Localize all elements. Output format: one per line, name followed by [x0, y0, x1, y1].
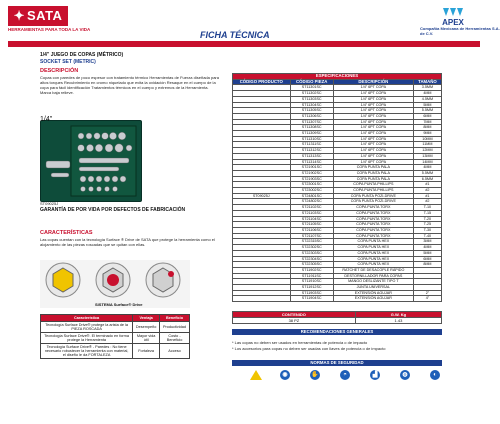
piece-code-cell: ST11302SC [290, 91, 333, 97]
piece-code-cell: ST11301SC [290, 85, 333, 91]
piece-code-cell: ST21901SC [290, 165, 333, 171]
size-cell: #1 [413, 182, 441, 188]
description-cell: COPA PUNTA HEX [333, 262, 413, 268]
mask-icon: ◍ [400, 370, 410, 380]
description-cell: 1/4" 6PT COPA [333, 96, 413, 102]
description-cell: COPA PUNTA POZI-DRIVE [333, 199, 413, 205]
size-cell: 5.5MM [413, 108, 441, 114]
brand-name: SATA [26, 8, 63, 23]
piece-code-cell: ST21102SC [290, 205, 333, 211]
size-cell: #2 [413, 199, 441, 205]
piece-code-cell: ST11311SC [290, 142, 333, 148]
size-cell: 14MM [413, 159, 441, 165]
header-divider [8, 41, 480, 47]
specifications-table [232, 73, 442, 302]
table-row [41, 322, 190, 333]
size-cell: 13MM [413, 153, 441, 159]
table-row [41, 333, 190, 344]
benefit-col-header: Beneficio [160, 315, 190, 322]
size-cell: 4MM [413, 245, 441, 251]
description-cell: COPA PUNTA POZI-DRIVE [333, 193, 413, 199]
description-cell: JUNTA UNIVERSAL [333, 285, 413, 291]
description-cell: COPA PUNTA TORX [333, 216, 413, 222]
contents-value: 38 PZ [233, 318, 356, 324]
star-icon: ✦ [13, 8, 25, 23]
spec-row [233, 296, 442, 302]
piece-code-cell: ST22315SC [290, 239, 333, 245]
size-cell: 8MM [413, 262, 441, 268]
feature-cell: Tecnología Surface Drive® - Paredes : No tiene necesario robustecer la herramienta con material, el diseño le da FORTALEZA [41, 344, 133, 359]
size-cell: #2 [413, 188, 441, 194]
size-cell: 4.5MM [413, 96, 441, 102]
contents-table [232, 311, 442, 324]
product-code-cell [233, 296, 291, 302]
description-cell: 1/4" 6PT COPA [333, 148, 413, 154]
size-cell: 4" [413, 296, 441, 302]
specs-heading: ESPECIFICACIONES [233, 74, 442, 80]
size-label: 1/4" [40, 116, 53, 123]
size-cell: 10MM [413, 136, 441, 142]
size-cell: T-15 [413, 210, 441, 216]
size-cell: T-10 [413, 205, 441, 211]
piece-code-cell: ST11303SC [290, 96, 333, 102]
description-cell: RATCHET DE DESACOPLE RÁPIDO [333, 267, 413, 273]
description-cell: COPA PUNTA HEX [333, 245, 413, 251]
piece-code-cell: ST11307SC [290, 119, 333, 125]
piece-code-cell: ST22304SC [290, 256, 333, 262]
description-cell: COPA PUNTA PALA [333, 165, 413, 171]
guarantee-text: GARANTÍA DE POR VIDA POR DEFECTOS DE FABRICACIÓN [40, 207, 186, 213]
boots-icon: ▟ [370, 370, 380, 380]
description-cell: COPA PUNTA TORX [333, 233, 413, 239]
description-cell: 1/4" 6PT COPA [333, 153, 413, 159]
piece-code-cell: ST11910SC [290, 279, 333, 285]
size-cell: 6MM [413, 113, 441, 119]
apex-brand: APEX [442, 18, 464, 27]
apex-subtitle: Compañía Mexicana de Herramientas S.A. de C.V. [420, 26, 500, 36]
apex-logo [433, 6, 473, 28]
size-cell: T-25 [413, 222, 441, 228]
description-cell: 1/4" 6PT COPA [333, 102, 413, 108]
size-cell: 4MM [413, 91, 441, 97]
description-cell: COPA PUNTA TORX [333, 227, 413, 233]
size-cell: 3.5MM [413, 85, 441, 91]
socket-set-illustration [41, 121, 141, 201]
size-cell: 6MM [413, 256, 441, 262]
advantage-cell: Fortaleza [133, 344, 160, 359]
col-product-code: CÓDIGO PRODUCTO [233, 79, 291, 85]
size-cell: 5MM [413, 102, 441, 108]
description-cell: COPA PUNTA HEX [333, 239, 413, 245]
description-cell: 1/4" 6PT COPA [333, 131, 413, 137]
piece-code-cell: ST24802SC [290, 199, 333, 205]
piece-code-cell: ST22303SC [290, 250, 333, 256]
piece-code-cell: ST21902SC [290, 170, 333, 176]
benefit-cell: Productividad [160, 322, 190, 333]
description-cell: COPA PUNTA PHILLIPS [333, 188, 413, 194]
features-heading: CARACTERÍSTICAS [40, 230, 93, 236]
hex-socket-diagram [45, 262, 81, 298]
piece-code-cell: ST11306SC [290, 113, 333, 119]
piece-code-cell: ST11314SC [290, 159, 333, 165]
product-subtitle: SOCKET SET (METRIC) [40, 59, 96, 65]
description-cell: EXTENSIÓN AGUJAR [333, 290, 413, 296]
col-piece-code: CÓDIGO PIEZA [290, 79, 333, 85]
weight-header: G.W. Kg [355, 312, 441, 318]
description-cell: 1/4" 6PT COPA [333, 113, 413, 119]
piece-code-cell: ST22305SC [290, 262, 333, 268]
size-cell: 3MM [413, 239, 441, 245]
advantage-cell: Mayor vida útil [133, 333, 160, 344]
piece-code-cell: ST11309SC [290, 131, 333, 137]
piece-code-cell: ST21106SC [290, 227, 333, 233]
benefit-cell: Acceso [160, 344, 190, 359]
description-cell: 1/4" 6PT COPA [333, 108, 413, 114]
size-cell: T-30 [413, 227, 441, 233]
piece-code-cell: ST21105SC [290, 222, 333, 228]
piece-code-cell: ST11903SC [290, 290, 333, 296]
size-cell: 2" [413, 290, 441, 296]
description-cell: 1/4" 6PT COPA [333, 136, 413, 142]
size-cell: 4MM [413, 165, 441, 171]
piece-code-cell: ST21903SC [290, 176, 333, 182]
features-text: Las copas cuentan con la tecnología Surface ® Drive de SATA que protege la herramienta como el alojamiento de las piezas roscadas que se quitan con ellas. [40, 237, 215, 247]
feature-col-header: Característica [41, 315, 133, 322]
piece-code-cell: ST11904SC [290, 296, 333, 302]
product-photo [40, 120, 142, 202]
piece-code-cell: ST21103SC [290, 210, 333, 216]
piece-code-cell: ST11911SC [290, 273, 333, 279]
col-size: TAMAÑO [413, 79, 441, 85]
col-description: DESCRIPCIÓN [333, 79, 413, 85]
piece-code-cell: ST11310SC [290, 136, 333, 142]
warning-icon [250, 370, 262, 380]
piece-code-cell: ST23001SC [290, 182, 333, 188]
size-cell: T-20 [413, 216, 441, 222]
contents-header: CONTENIDO [233, 312, 356, 318]
benefit-cell: Costo - Beneficio [160, 333, 190, 344]
piece-code-cell: ST11902SC [290, 267, 333, 273]
description-text: Copas con paredes de poco espesor con tratamiento térmico Herramientas de Fuerza diseñada para altos torques Recubrimiento en cromo niquelado que evita la oxidación Resaque en el cuerpo de la copa para fácil identificación Tratamientos térmicos en el cuerpo y extremos de la Herramienta. Marca baja relieve. [40, 75, 219, 95]
size-cell: 7MM [413, 119, 441, 125]
size-cell: 6.5MM [413, 176, 441, 182]
recommendations-list [232, 340, 385, 352]
features-table [40, 314, 190, 359]
size-cell: 5.5MM [413, 170, 441, 176]
description-cell: EXTENSIÓN AGUJAR [333, 296, 413, 302]
document-title: FICHA TÉCNICA [200, 30, 270, 40]
piece-code-cell: ST21107SC [290, 233, 333, 239]
description-cell: 1/4" 6PT COPA [333, 91, 413, 97]
description-cell: COPA PUNTA TORX [333, 210, 413, 216]
size-cell: #1 [413, 193, 441, 199]
contact-diagram [145, 262, 181, 298]
image-code: ST09025J [40, 201, 59, 206]
description-cell: DESTORNILLADOR PARA COPAS [333, 273, 413, 279]
piece-code-cell: ST11308SC [290, 125, 333, 131]
description-cell: COPA PUNTA PHILLIPS [333, 182, 413, 188]
recommendations-heading: RECOMENDACIONES GENERALES [232, 329, 442, 335]
weight-value: 1.43 [355, 318, 441, 324]
advantage-cell: Desempeño [133, 322, 160, 333]
ear-protection-icon: ◐ [430, 370, 440, 380]
description-cell: MANGO DESLIZANTE TIPO T [333, 279, 413, 285]
helmet-icon: ◓ [340, 370, 350, 380]
piece-code-cell: ST23002SC [290, 188, 333, 194]
sistema-label: SISTEMA Surface® Drive [95, 302, 143, 307]
description-cell: 1/4" 6PT COPA [333, 119, 413, 125]
piece-code-cell: ST21104SC [290, 216, 333, 222]
size-cell: T-40 [413, 233, 441, 239]
description-cell: COPA PUNTA HEX [333, 256, 413, 262]
size-cell: 8MM [413, 125, 441, 131]
recommendation-item: * Los accesorios para copas no deben ser usadas con llaves de potencia o de impacto [232, 346, 386, 351]
piece-code-cell: ST11304SC [290, 102, 333, 108]
brand-tagline: HERRAMIENTAS PARA TODA LA VIDA [8, 27, 91, 32]
gloves-icon: ✋ [311, 372, 319, 378]
table-row [41, 344, 190, 359]
size-cell: 12MM [413, 148, 441, 154]
sata-logo [8, 6, 68, 26]
feature-cell: Tecnología Surface Drive® protege la arista de la PIEZA ROSCADA [41, 322, 133, 333]
safety-heading: NORMAS DE SEGURIDAD [232, 360, 442, 366]
advantage-col-header: Ventaja [133, 315, 160, 322]
recommendation-item: * Las copas no deben ser usados en herramientas de potencia o de impacto [232, 340, 368, 345]
description-heading: DESCRIPCIÓN [40, 68, 79, 74]
description-cell: COPA PUNTA PALA [333, 170, 413, 176]
goggles-icon: ◉ [280, 370, 290, 380]
piece-code-cell: ST11305SC [290, 108, 333, 114]
description-cell: 1/4" 6PT COPA [333, 85, 413, 91]
product-code-cell: ST09025J [233, 193, 291, 199]
bolt-diagram [95, 262, 131, 298]
size-cell: 5MM [413, 250, 441, 256]
piece-code-cell: ST11312SC [290, 148, 333, 154]
description-cell: COPA PUNTA HEX [333, 250, 413, 256]
product-title: 1/4" JUEGO DE COPAS (MÉTRICO) [40, 52, 124, 58]
description-cell: 1/4" 6PT COPA [333, 142, 413, 148]
size-cell: 11MM [413, 142, 441, 148]
size-cell: 9MM [413, 131, 441, 137]
description-cell: COPA PUNTA TORX [333, 222, 413, 228]
piece-code-cell: ST22302SC [290, 245, 333, 251]
piece-code-cell: ST11313SC [290, 153, 333, 159]
piece-code-cell: ST11912SC [290, 285, 333, 291]
feature-cell: Tecnología Surface Drive®. El terminado en forma protege la Herramienta [41, 333, 133, 344]
description-cell: 1/4" 6PT COPA [333, 125, 413, 131]
description-cell: COPA PUNTA PALA [333, 176, 413, 182]
piece-code-cell: ST24801SC [290, 193, 333, 199]
description-cell: 1/4" 6PT COPA [333, 159, 413, 165]
description-cell: COPA PUNTA TORX [333, 205, 413, 211]
